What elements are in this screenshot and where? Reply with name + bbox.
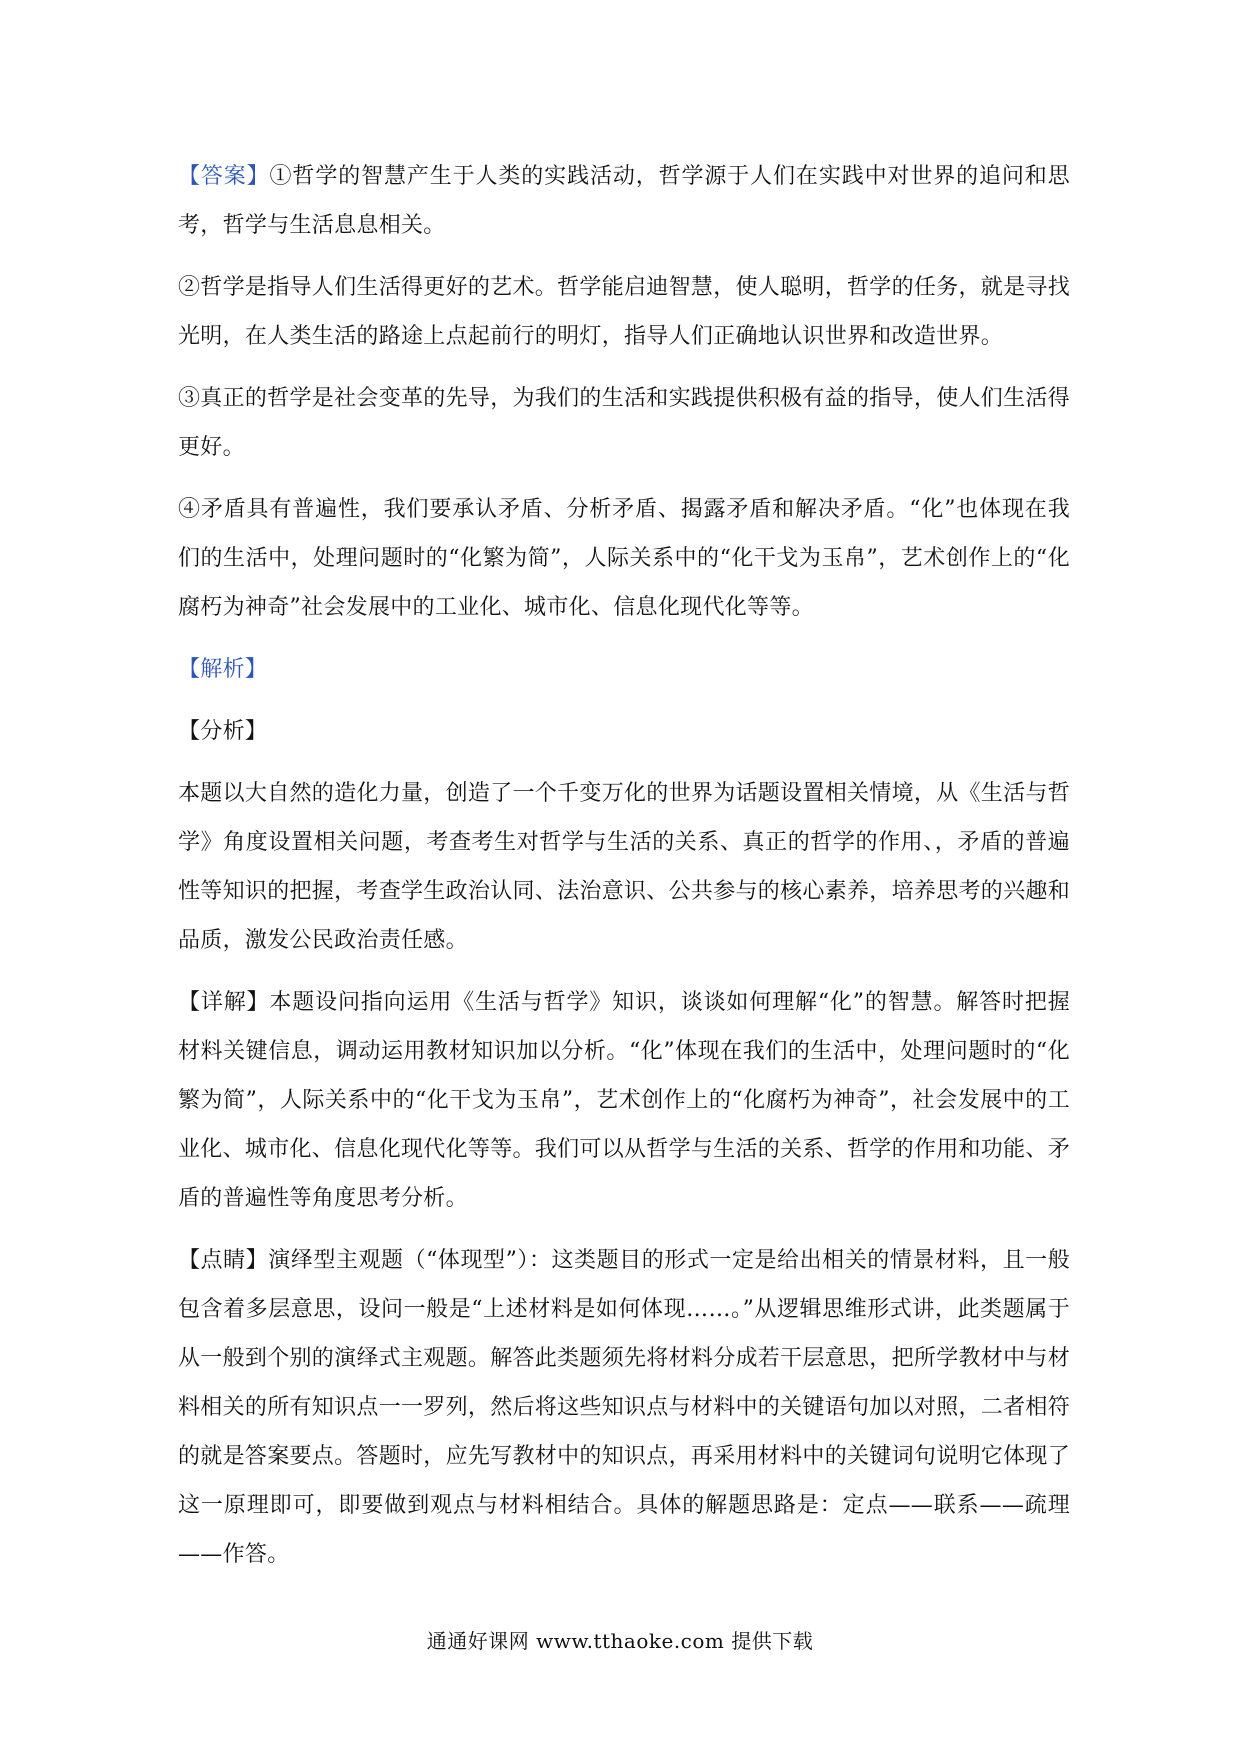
answer-paragraph-1 bbox=[178, 152, 1070, 250]
page-footer: 通通好课网 www.tthaoke.com 提供下载 bbox=[426, 1629, 814, 1653]
fenxi-paragraph bbox=[178, 769, 1070, 965]
answer-paragraph-3 bbox=[178, 374, 1070, 472]
xiangjie-tag: 【详解】 bbox=[178, 990, 270, 1015]
analysis-tag: 【解析】 bbox=[178, 657, 268, 682]
answer-text-1: ①哲学的智慧产生于人类的实践活动，哲学源于人们在实践中对世界的追问和思考，哲学与生活息息相关。 bbox=[178, 164, 1070, 238]
xiangjie-text: 本题设问指向运用《生活与哲学》知识，谈谈如何理解“化”的智慧。解答时把握材料关键信息，调动运用教材知识加以分析。“化”体现在我们的生活中，处理问题时的“化繁为简”，人际关系中的“化干戈为玉帛”，艺术创作上的“化腐朽为神奇”，社会发展中的工业化、城市化、信息化现代化等等。我们可以从哲学与生活的关系、哲学的作用和功能、矛盾的普遍性等角度思考分析。 bbox=[178, 990, 1071, 1211]
dianjing-paragraph bbox=[178, 1236, 1070, 1579]
dianjing-text: 演绎型主观题（“体现型”）：这类题目的形式一定是给出相关的情景材料，且一般包含着多层意思，设问一般是“上述材料是如何体现……。”从逻辑思维形式讲，此类题属于从一般到个别的演绎式主观题。解答此类题须先将材料分成若干层意思，把所学教材中与材料相关的所有知识点一一罗列，然后将这些知识点与材料中的关键语句加以对照，二者相符的就是答案要点。答题时，应先写教材中的知识点，再采用材料中的关键词句说明它体现了这一原理即可，即要做到观点与材料相结合。具体的解题思路是：定点——联系——疏理——作答。 bbox=[178, 1248, 1071, 1567]
answer-tag: 【答案】 bbox=[178, 164, 270, 189]
fenxi-heading bbox=[178, 707, 1070, 756]
answer-paragraph-2 bbox=[178, 263, 1070, 361]
fenxi-tag: 【分析】 bbox=[178, 719, 268, 744]
answer-text-4: ④矛盾具有普遍性，我们要承认矛盾、分析矛盾、揭露矛盾和解决矛盾。“化”也体现在我们的生活中，处理问题时的“化繁为简”，人际关系中的“化干戈为玉帛”，艺术创作上的“化腐朽为神奇”社会发展中的工业化、城市化、信息化现代化等等。 bbox=[178, 497, 1070, 620]
analysis-heading bbox=[178, 645, 1070, 694]
dianjing-tag: 【点睛】 bbox=[178, 1248, 269, 1273]
document-body bbox=[178, 152, 1070, 1592]
fenxi-text: 本题以大自然的造化力量，创造了一个千变万化的世界为话题设置相关情境，从《生活与哲学》角度设置相关问题，考查考生对哲学与生活的关系、真正的哲学的作用、，矛盾的普遍性等知识的把握，考查学生政治认同、法治意识、公共参与的核心素养，培养思考的兴趣和品质，激发公民政治责任感。 bbox=[178, 781, 1071, 953]
answer-text-3: ③真正的哲学是社会变革的先导，为我们的生活和实践提供积极有益的指导，使人们生活得更好。 bbox=[178, 386, 1071, 460]
answer-text-2: ②哲学是指导人们生活得更好的艺术。哲学能启迪智慧，使人聪明，哲学的任务，就是寻找光明，在人类生活的路途上点起前行的明灯，指导人们正确地认识世界和改造世界。 bbox=[178, 275, 1071, 349]
xiangjie-paragraph bbox=[178, 978, 1070, 1223]
answer-paragraph-4 bbox=[178, 485, 1070, 632]
